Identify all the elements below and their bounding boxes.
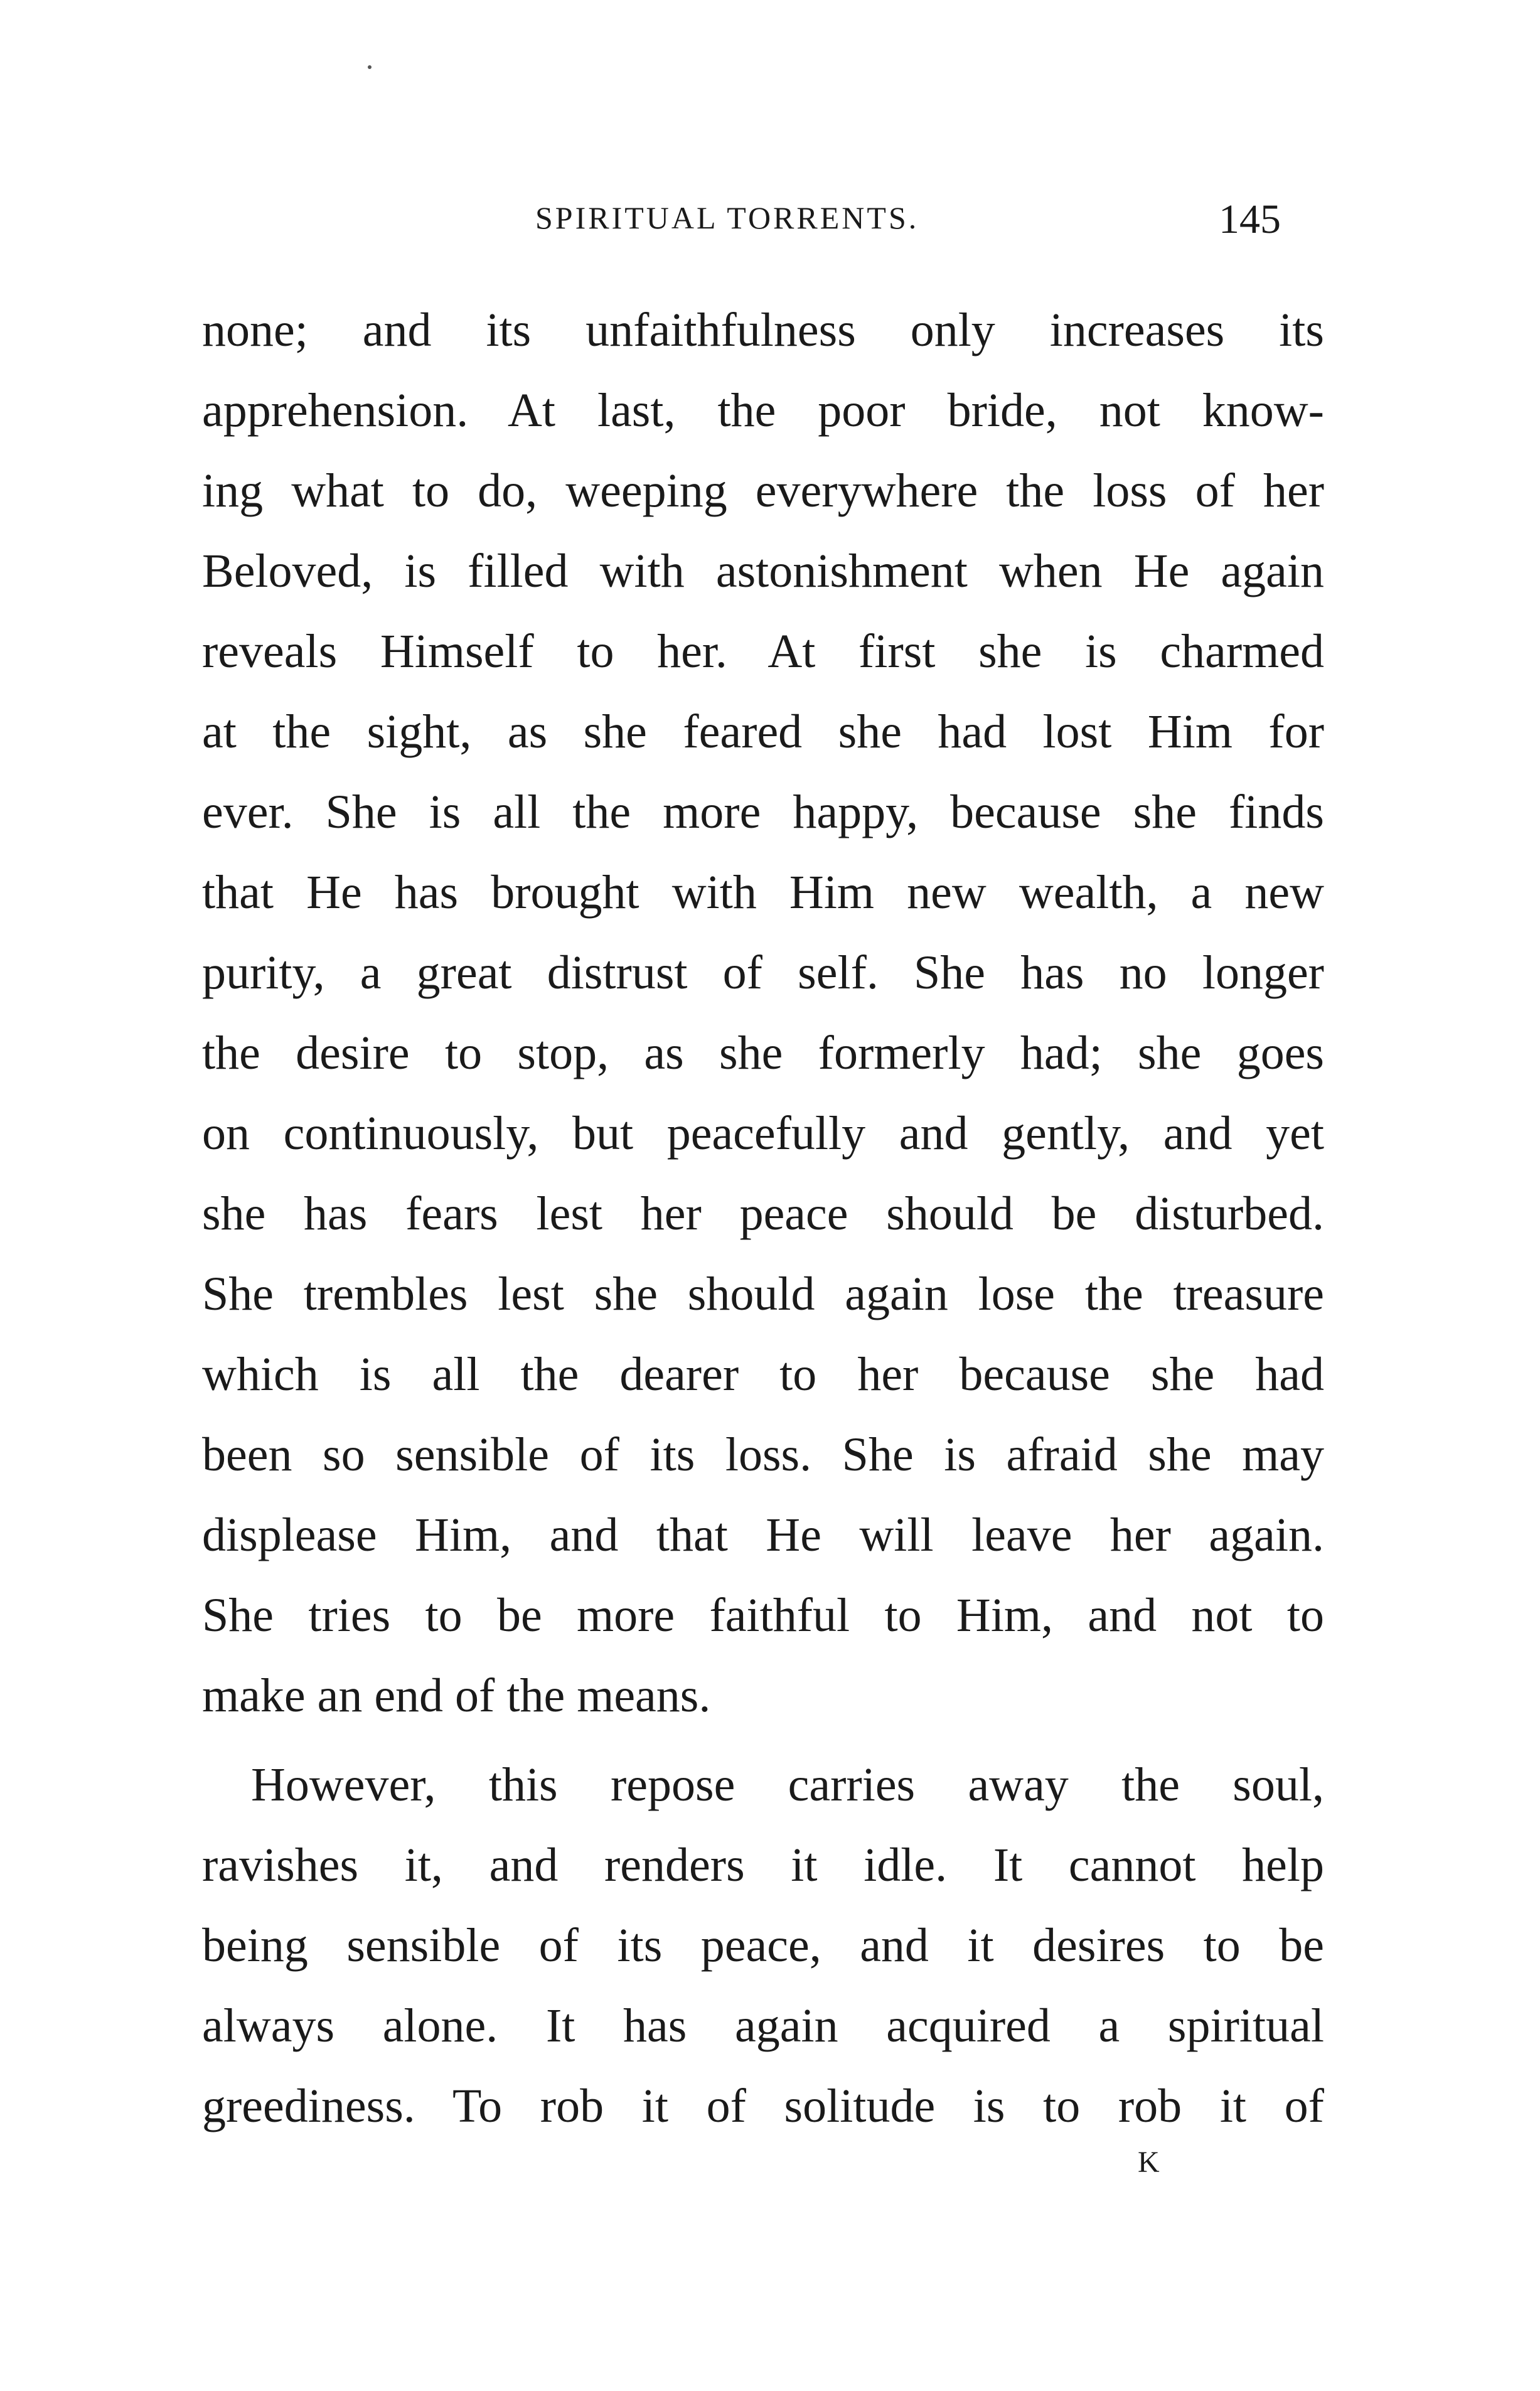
paragraph-gap [202,1736,1324,1745]
text-line: been so sensible of its loss. She is afraid she may [202,1428,1324,1481]
text-line: Beloved, is filled with astonishment when He again [202,545,1324,597]
text-line: greediness. To rob it of solitude is to rob it of [202,2080,1324,2132]
text-line: ever. She is all the more happy, because she finds [202,786,1324,838]
body-text [202,290,1324,2146]
page-number: 145 [1219,196,1281,242]
text-line: being sensible of its peace, and it desires to be [202,1919,1324,1972]
text-line: the desire to stop, as she formerly had; she goes [202,1027,1324,1079]
text-line: ravishes it, and renders it idle. It cannot help [202,1839,1324,1891]
paragraph-1 [202,290,1324,1736]
text-line: at the sight, as she feared she had lost Him for [202,705,1324,758]
running-title: SPIRITUAL TORRENTS. [535,200,919,235]
text-line: ing what to do, weeping everywhere the loss of her [202,464,1324,517]
paragraph-2 [202,1745,1324,2146]
text-line: She trembles lest she should again lose the treasure [202,1268,1324,1320]
text-line: always alone. It has again acquired a spiritual [202,1999,1324,2052]
text-line: apprehension. At last, the poor bride, not know- [202,384,1324,437]
text-line: none; and its unfaithfulness only increases its [202,304,1324,356]
text-line: She tries to be more faithful to Him, and not to [202,1589,1324,1642]
scan-speck [368,65,372,69]
text-line: on continuously, but peacefully and gently, and yet [202,1107,1324,1160]
text-line: reveals Himself to her. At first she is charmed [202,625,1324,678]
text-line: However, this repose carries away the soul, [251,1758,1324,1811]
text-line: make an end of the means. [202,1669,711,1722]
text-line: which is all the dearer to her because she had [202,1348,1324,1401]
text-line: she has fears lest her peace should be disturbed. [202,1187,1324,1240]
text-line: purity, a great distrust of self. She has no longer [202,946,1324,999]
signature-mark: K [1138,2146,1160,2179]
text-line: displease Him, and that He will leave her again. [202,1509,1324,1561]
text-line: that He has brought with Him new wealth, a new [202,866,1324,919]
